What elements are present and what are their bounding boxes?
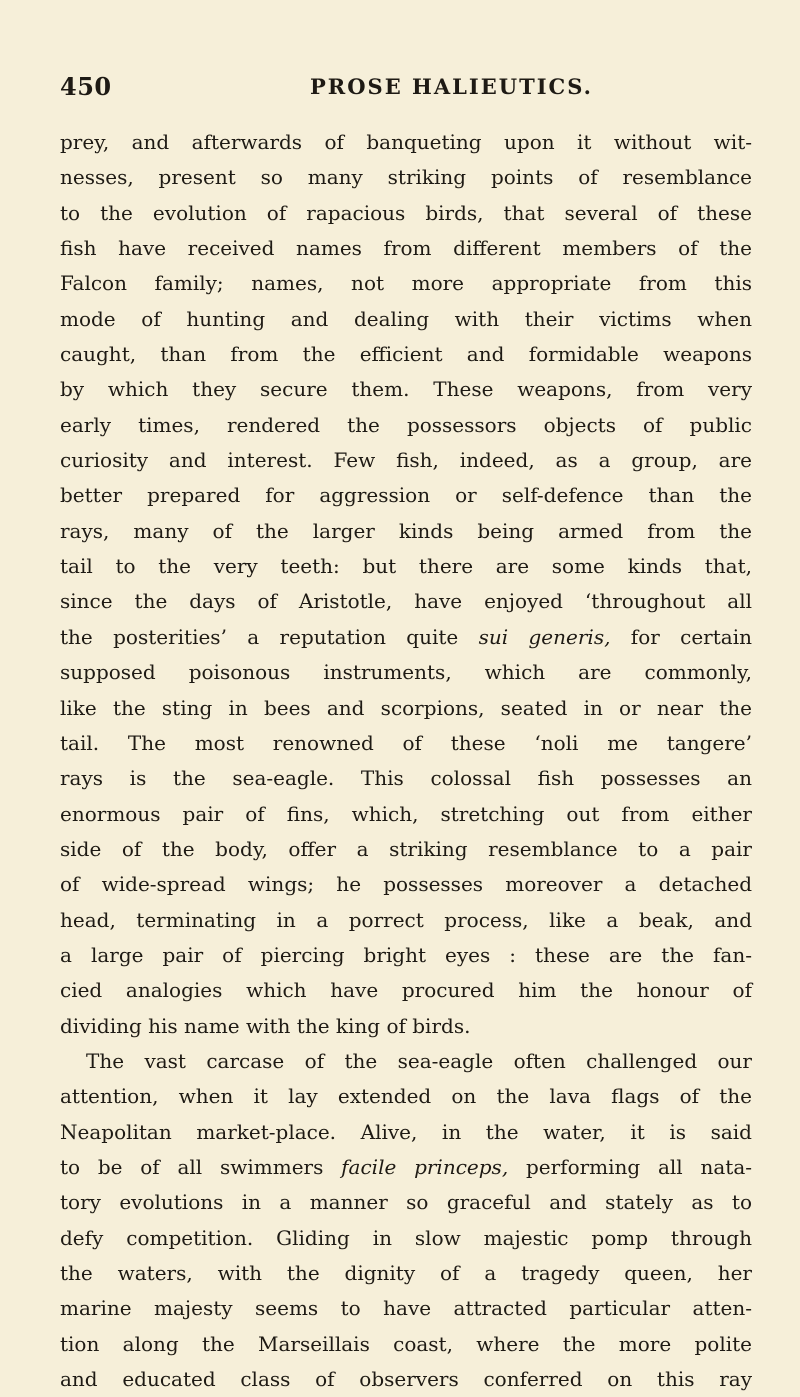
text-line: prey, and afterwards of banqueting upon it without wit- <box>60 130 752 154</box>
text-line: tion along the Marseillais coast, where the more polite <box>60 1331 752 1356</box>
text-line: cied analogies which have procured him the honour of <box>60 978 752 1003</box>
text-line: attention, when it lay extended on the lava flags of the <box>60 1084 752 1109</box>
text-line: since the days of Aristotle, have enjoyed ‘throughout all <box>60 589 752 614</box>
text-line: The vast carcase of the sea-eagle often challenged our <box>86 1048 752 1073</box>
italic-phrase: sui generis, <box>478 624 611 649</box>
page-number: 450 <box>60 72 112 101</box>
text-line: side of the body, offer a striking resemblance to a pair <box>60 836 752 861</box>
text-line: better prepared for aggression or self-defence than the <box>60 483 752 508</box>
text-line: head, terminating in a porrect process, like a beak, and <box>60 907 752 932</box>
text-line: rays is the sea-eagle. This colossal fish possesses an <box>60 766 752 791</box>
text-run: to be of all swimmers <box>60 1154 342 1179</box>
text-line: by which they secure them. These weapons, from very <box>60 377 752 402</box>
text-line: enormous pair of fins, which, stretching out from either <box>60 801 752 826</box>
text-line: of wide-spread wings; he possesses moreover a detached <box>60 872 752 897</box>
text-line: fish have received names from different members of the <box>60 236 752 261</box>
text-line: tail. The most renowned of these ‘noli me tangere’ <box>60 730 752 755</box>
italic-phrase: facile princeps, <box>341 1154 509 1179</box>
text-line: dividing his name with the king of birds. <box>60 1013 471 1038</box>
text-line: Neapolitan market-place. Alive, in the water, it is said <box>60 1119 752 1144</box>
text-line: a large pair of piercing bright eyes : these are the fan- <box>60 942 752 967</box>
text-line: defy competition. Gliding in slow majestic pomp through <box>60 1225 752 1250</box>
body-text <box>60 125 752 1397</box>
text-line: rays, many of the larger kinds being armed from the <box>60 518 752 543</box>
text-run: performing all nata- <box>508 1154 753 1179</box>
text-line: the waters, with the dignity of a tragedy queen, her <box>60 1261 752 1285</box>
text-line: caught, than from the efficient and formidable weapons <box>60 342 752 367</box>
text-line: tory evolutions in a manner so graceful and stately as to <box>60 1190 752 1215</box>
text-line: like the sting in bees and scorpions, seated in or near the <box>60 695 752 720</box>
running-head: PROSE HALIEUTICS. <box>310 74 593 99</box>
text-line <box>60 620 752 655</box>
text-line: to the evolution of rapacious birds, that several of these <box>60 200 752 225</box>
text-line: Falcon family; names, not more appropriate from this <box>60 271 752 296</box>
text-run: for certain <box>610 624 752 649</box>
text-line: marine majesty seems to have attracted particular atten- <box>60 1296 752 1321</box>
text-line <box>60 1150 752 1185</box>
text-line: curiosity and interest. Few fish, indeed, as a group, are <box>60 448 752 473</box>
text-line: mode of hunting and dealing with their victims when <box>60 306 752 331</box>
text-run: the posterities’ a reputation quite <box>60 624 479 649</box>
text-line: supposed poisonous instruments, which are commonly, <box>60 660 752 685</box>
text-line: nesses, present so many striking points of resemblance <box>60 165 752 190</box>
text-line: tail to the very teeth: but there are some kinds that, <box>60 554 752 579</box>
text-line: and educated class of observers conferred on this ray <box>60 1367 752 1392</box>
text-line: early times, rendered the possessors objects of public <box>60 412 752 437</box>
page-header <box>60 72 750 112</box>
